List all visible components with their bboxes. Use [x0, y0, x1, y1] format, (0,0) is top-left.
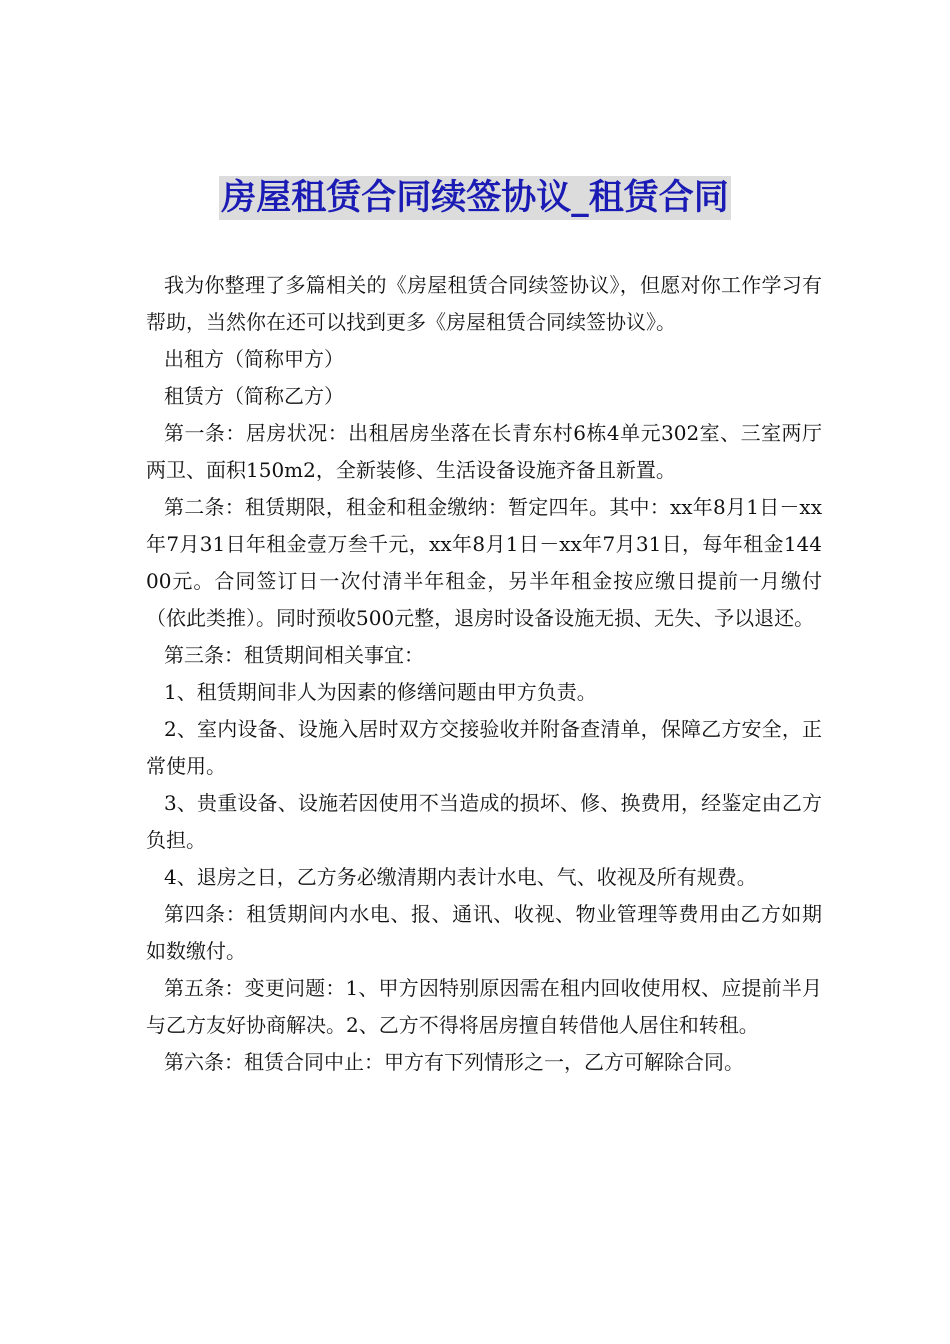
paragraph-article-4: 第四条：租赁期间内水电、报、通讯、收视、物业管理等费用由乙方如期如数缴付。	[146, 902, 822, 963]
paragraph-lessor: 出租方（简称甲方）	[164, 347, 344, 371]
paragraph-article-6: 第六条：租赁合同中止：甲方有下列情形之一，乙方可解除合同。	[164, 1050, 744, 1074]
paragraph-article-3: 第三条：租赁期间相关事宜：	[164, 643, 424, 667]
document-body	[146, 267, 822, 1081]
paragraph-lessee: 租赁方（简称乙方）	[164, 384, 344, 408]
title-container	[0, 176, 950, 220]
paragraph-item-1: 1、租赁期间非人为因素的修缮问题由甲方负责。	[164, 680, 597, 704]
paragraph-article-1: 第一条：居房状况：出租居房坐落在长青东村6栋4单元302室、三室两厅两卫、面积150m2，全新装修、生活设备设施齐备且新置。	[146, 421, 822, 482]
paragraph-article-5: 第五条：变更问题：1、甲方因特别原因需在租内回收使用权、应提前半月与乙方友好协商解决。2、乙方不得将居房擅自转借他人居住和转租。	[146, 976, 822, 1037]
paragraph-item-4: 4、退房之日，乙方务必缴清期内表计水电、气、收视及所有规费。	[164, 865, 757, 889]
paragraph-item-3: 3、贵重设备、设施若因使用不当造成的损坏、修、换费用，经鉴定由乙方负担。	[146, 791, 822, 852]
paragraph-article-2: 第二条：租赁期限，租金和租金缴纳：暂定四年。其中：xx年8月1日－xx年7月31日年租金壹万叁千元，xx年8月1日－xx年7月31日，每年租金14400元。合同签订日一次付清半年租金，另半年租金按应缴日提前一月缴付（依此类推）。同时预收500元整，退房时设备设施无损、无失、予以退还。	[146, 495, 822, 630]
paragraph-item-2: 2、室内设备、设施入居时双方交接验收并附备查清单，保障乙方安全，正常使用。	[146, 717, 822, 778]
paragraph-intro: 我为你整理了多篇相关的《房屋租赁合同续签协议》，但愿对你工作学习有帮助，当然你在还可以找到更多《房屋租赁合同续签协议》。	[146, 273, 822, 334]
document-title: 房屋租赁合同续签协议_租赁合同	[221, 178, 729, 218]
